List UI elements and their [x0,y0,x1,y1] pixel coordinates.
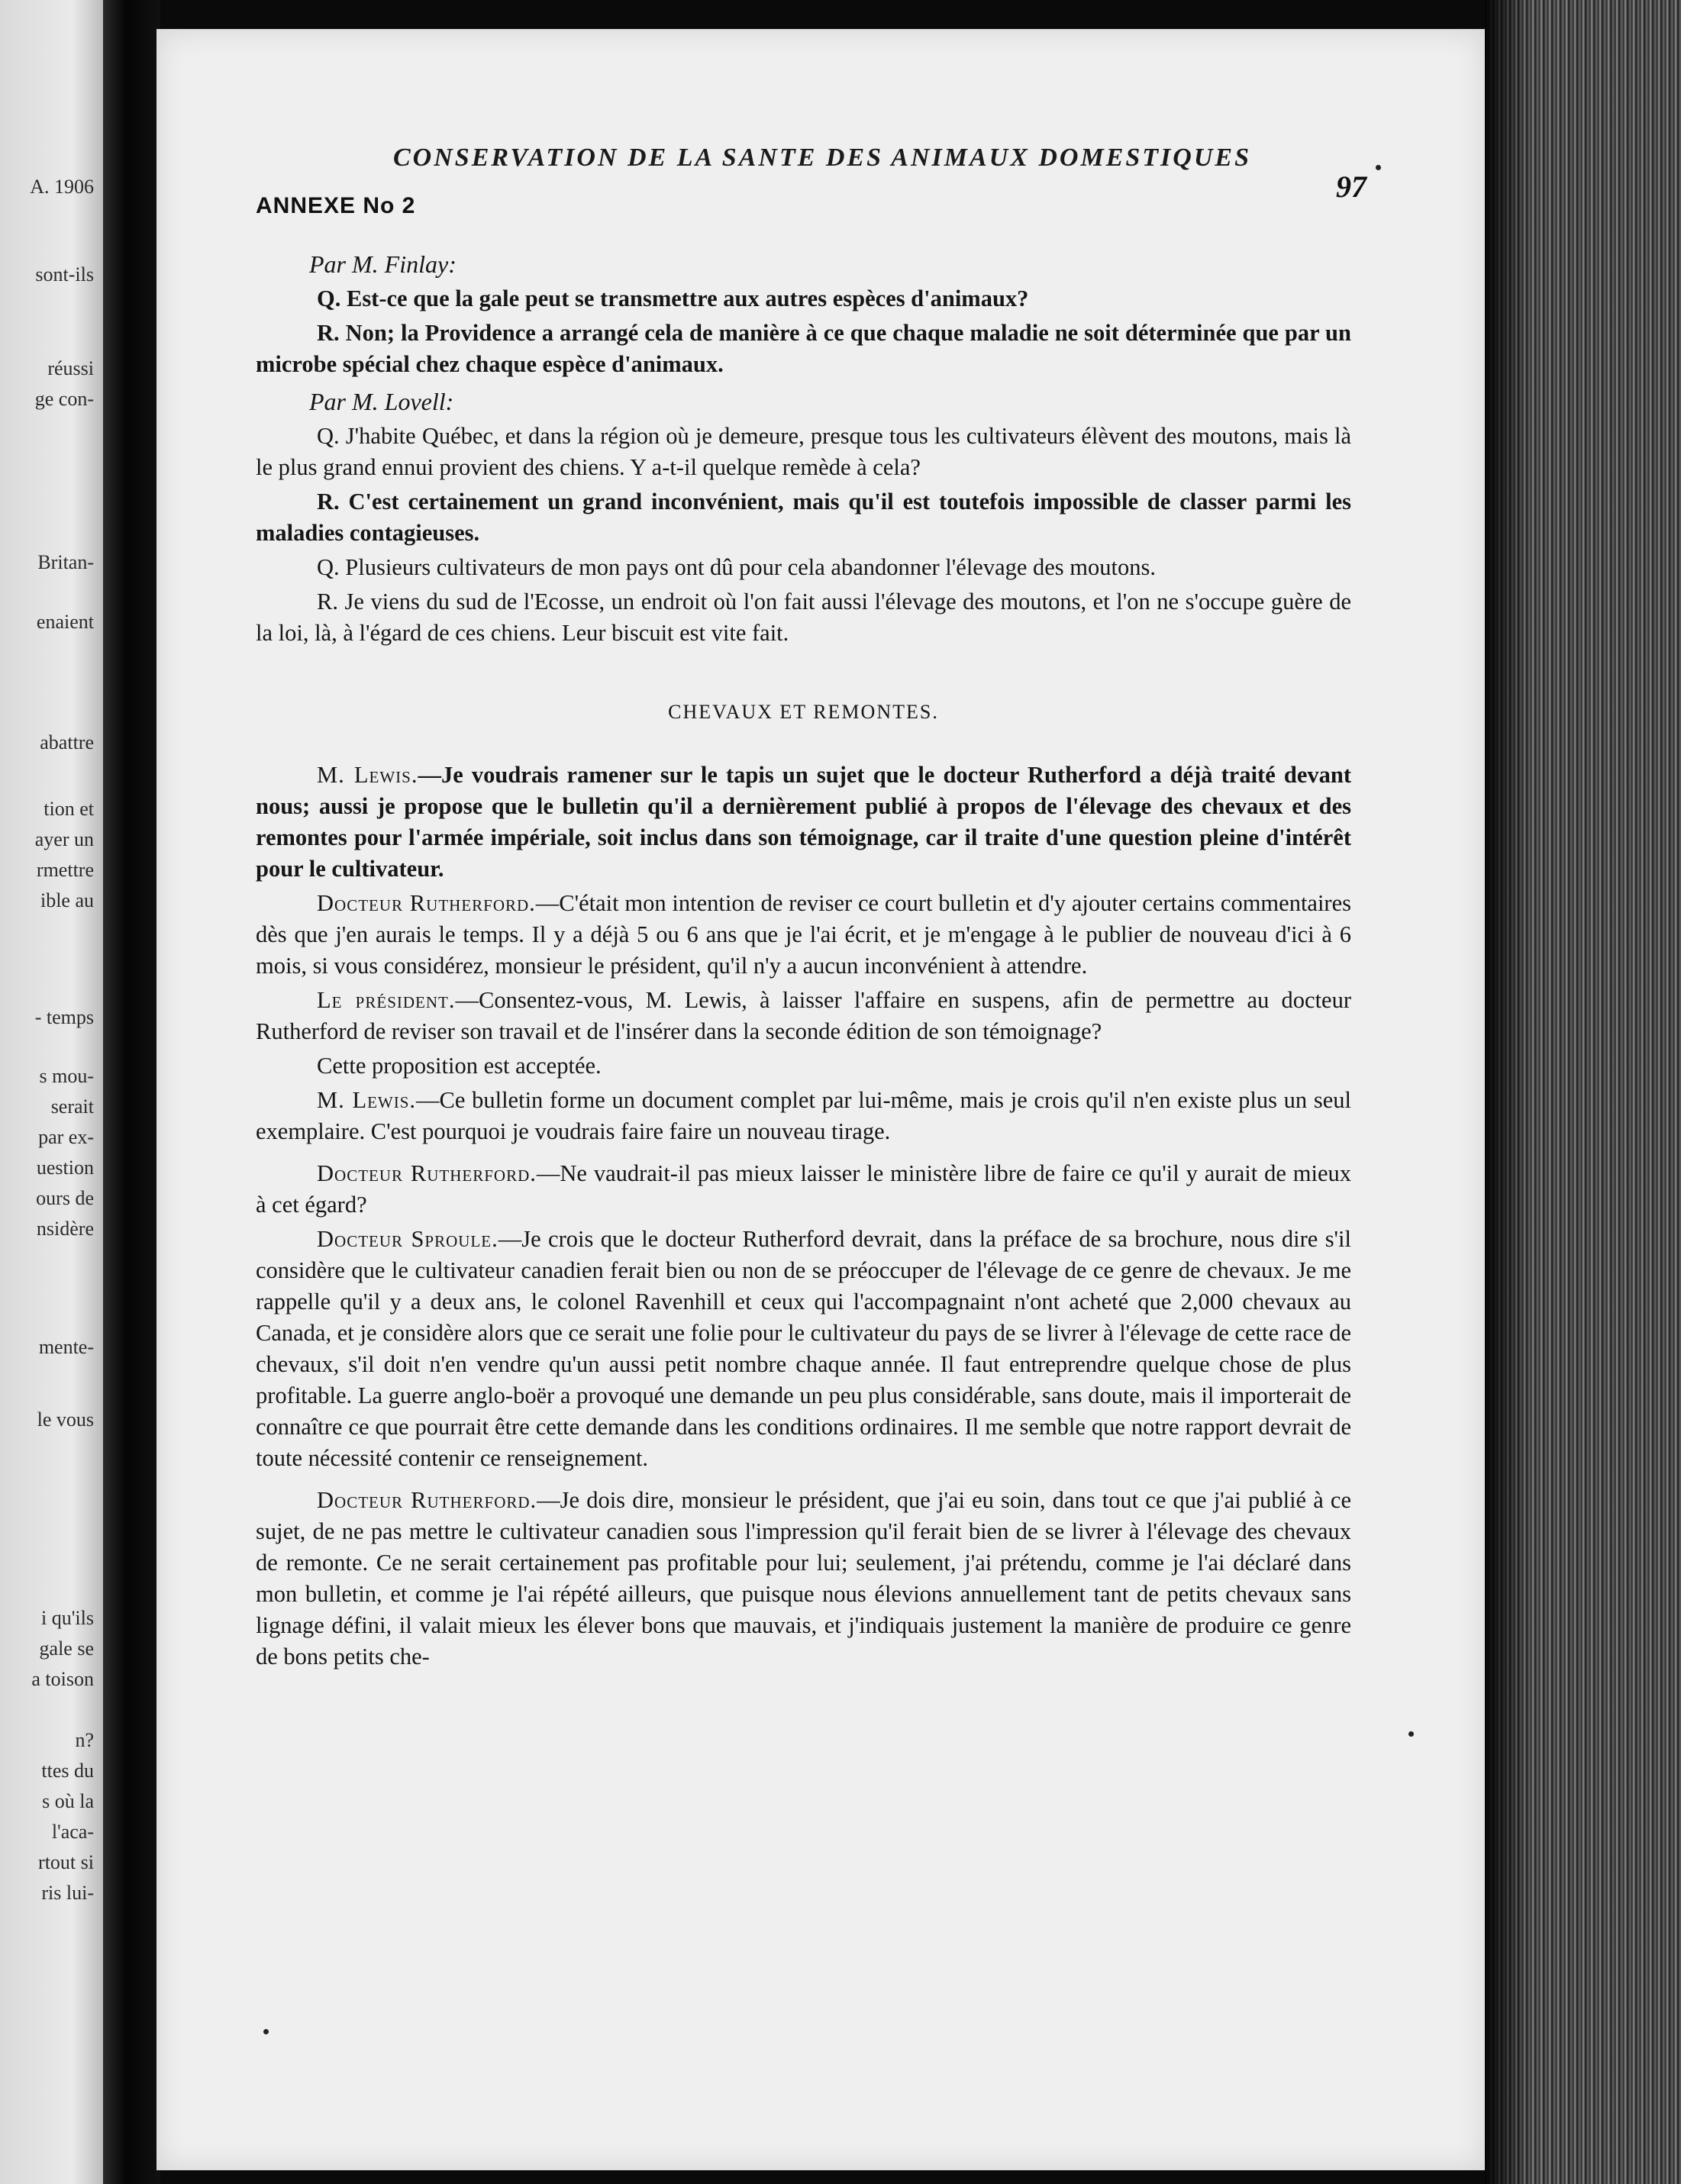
speech-paragraph [256,1224,1351,1474]
speaker-name: M. Lewis. [317,762,418,788]
left-page-fragment: ible au [40,889,94,911]
answer-paragraph: R. Non; la Providence a arrangé cela de manière à ce que chaque maladie ne soit déterminée que par un microbe spécial chez chaque espèce d'animaux. [256,320,1351,377]
left-page-fragment: tion et [44,798,94,820]
document-page [156,29,1485,2170]
left-page-fragment: n? [75,1729,94,1751]
left-page-fragment: ris lui- [41,1882,94,1904]
left-page-fragment: A. 1906 [30,176,94,198]
speech-text: —Consentez-vous, M. Lewis, à laisser l'affaire en suspens, afin de permettre au docteur Rutherford de reviser son travail et de l'insérer dans la seconde édition de son témoignage? [256,987,1351,1044]
speech-paragraph [256,888,1351,982]
scan-speck [1376,165,1381,170]
left-page-fragment: rmettre [36,859,94,881]
speech-text: —C'était mon intention de reviser ce court bulletin et d'y ajouter certains commentaires dès que j'en aurais le temps. Il y a déjà 5 ou 6 ans que je l'ai écrit, et je m'engage à le publier de nouveau d'ici à 6 mois, si vous considérez, monsieur le président, qu'il n'y a aucun inconvénient à attendre. [256,890,1351,979]
left-page-fragment: enaient [36,611,94,633]
speaker-name: Docteur Sproule. [317,1226,498,1252]
speech-paragraph [256,985,1351,1047]
section-title: CHEVAUX ET REMONTES. [668,701,939,723]
speaker-heading: Par M. Finlay: [309,250,457,278]
left-page-fragment: i qu'ils [41,1607,94,1629]
speech-text: —Ne vaudrait-il pas mieux laisser le ministère libre de faire ce qu'il y aurait de mieux à cet égard? [256,1160,1351,1218]
speech-text: —Je crois que le docteur Rutherford devrait, dans la préface de sa brochure, nous dire s'il considère que le cultivateur canadien ferait bien ou non de se préoccuper de l'élevage de ce genre de chevaux. Je me rappelle qu'il y a deux ans, le colonel Ravenhill et ceux qui l'accompagnaint n'ont acheté que 2,000 chevaux au Canada, et je considère alors que ce serait une folie pour le cultivateur du pays de se livrer à l'élevage de cette race de chevaux, s'il doit n'en vendre qu'un aussi petit nombre chaque année. Il faut entreprendre quelque chose de plus profitable. La guerre anglo-boër a provoqué une demande un peu plus considérable, sans doute, mais il importerait de connaître ce que pourrait être cette demande dans les conditions ordinaires. Il me semble que notre rapport devrait de toute nécessité contenir ce renseignement. [256,1226,1352,1471]
speaker-name: Docteur Rutherford. [317,1487,537,1513]
left-page-fragment: a toison [31,1668,94,1690]
speech-paragraph [256,760,1351,885]
speech-paragraph [256,1158,1351,1221]
left-page-fragment: sont-ils [35,263,94,286]
question-paragraph: Q. Est-ce que la gale peut se transmettre aux autres espèces d'animaux? [317,286,1029,311]
speaker-name: Docteur Rutherford. [317,890,536,916]
left-page-fragment: par ex- [38,1126,94,1148]
left-page-fragment: s mou- [39,1065,94,1087]
left-page-fragment: nsidère [36,1218,94,1240]
scan-speck [1408,1731,1414,1737]
speech-text: —Je voudrais ramener sur le tapis un sujet que le docteur Rutherford a déjà traité devant nous; aussi je propose que le bulletin qu'il a dernièrement publié à propos de l'élevage des chevaux et des remontes pour l'armée impériale, soit inclus dans son témoignage, car il traite d'une question pleine d'intérêt pour le cultivateur. [256,762,1351,882]
speech-text: —Ce bulletin forme un document complet par lui-même, mais je crois qu'il n'en existe plus un seul exemplaire. C'est pourquoi je voudrais faire faire un nouveau tirage. [256,1087,1351,1144]
scan-speck [263,2029,269,2034]
speech-paragraph: Cette proposition est acceptée. [317,1053,602,1079]
question-paragraph: Q. Plusieurs cultivateurs de mon pays ont dû pour cela abandonner l'élevage des moutons. [317,554,1156,580]
speech-paragraph [256,1085,1351,1147]
left-page-fragment: ayer un [34,828,94,850]
left-page-fragment: s où la [42,1790,94,1812]
left-page-fragment: uestion [36,1157,94,1179]
left-page-fragment: ours de [36,1187,94,1209]
left-page-fragment: abattre [40,731,94,753]
answer-paragraph: R. C'est certainement un grand inconvénient, mais qu'il est toutefois impossible de classer parmi les maladies contagieuses. [256,489,1351,546]
speech-text: —Je dois dire, monsieur le président, que j'ai eu soin, dans tout ce que j'ai publié à ce sujet, de ne pas mettre le cultivateur canadien sous l'impression qu'il ferait bien de se livrer à l'élevage des chevaux de remonte. Ce ne serait certainement pas profitable pour lui; seulement, j'ai prétendu, comme je l'ai déclaré dans mon bulletin, et comme je l'ai répété ailleurs, que puisque nous élevions annuellement tant de petits chevaux sans lignage défini, il valait mieux les élever bons que mauvais, et j'indiquais justement la manière de produire ce genre de bons petits che- [256,1487,1351,1669]
annex-label: ANNEXE No 2 [256,193,416,218]
speaker-name: Le président. [317,987,456,1013]
left-facing-page [0,0,103,2184]
left-page-fragment: réussi [47,357,94,379]
speaker-name: M. Lewis. [317,1087,417,1113]
running-head: CONSERVATION DE LA SANTE DES ANIMAUX DOMESTIQUES [393,144,1251,172]
left-page-fragment: le vous [37,1408,94,1431]
left-page-fragment: serait [50,1095,94,1118]
answer-paragraph: R. Je viens du sud de l'Ecosse, un endroit où l'on fait aussi l'élevage des moutons, et l'on ne s'occupe guère de la loi, là, à l'égard de ces chiens. Leur biscuit est vite fait. [256,589,1351,646]
book-gutter [103,0,160,2184]
left-page-fragment: gale se [39,1637,94,1660]
question-paragraph: Q. J'habite Québec, et dans la région où je demeure, presque tous les cultivateurs élèvent des moutons, mais là le plus grand ennui provient des chiens. Y a-t-il quelque remède à cela? [256,423,1351,480]
left-page-fragment: l'aca- [51,1821,94,1843]
left-page-fragment: ttes du [41,1760,94,1782]
speech-paragraph [256,1485,1351,1673]
page-number: 97 [1336,169,1366,204]
left-page-fragment: ge con- [34,388,94,410]
body-text [256,243,1351,1676]
left-page-fragment: Britan- [37,551,94,573]
left-page-fragment: - temps [34,1006,94,1028]
speaker-heading: Par M. Lovell: [309,388,454,415]
left-page-fragment: mente- [38,1336,94,1358]
speaker-name: Docteur Rutherford. [317,1160,537,1186]
book-edge-shadow [1485,0,1531,2184]
left-page-fragment: rtout si [38,1851,94,1873]
